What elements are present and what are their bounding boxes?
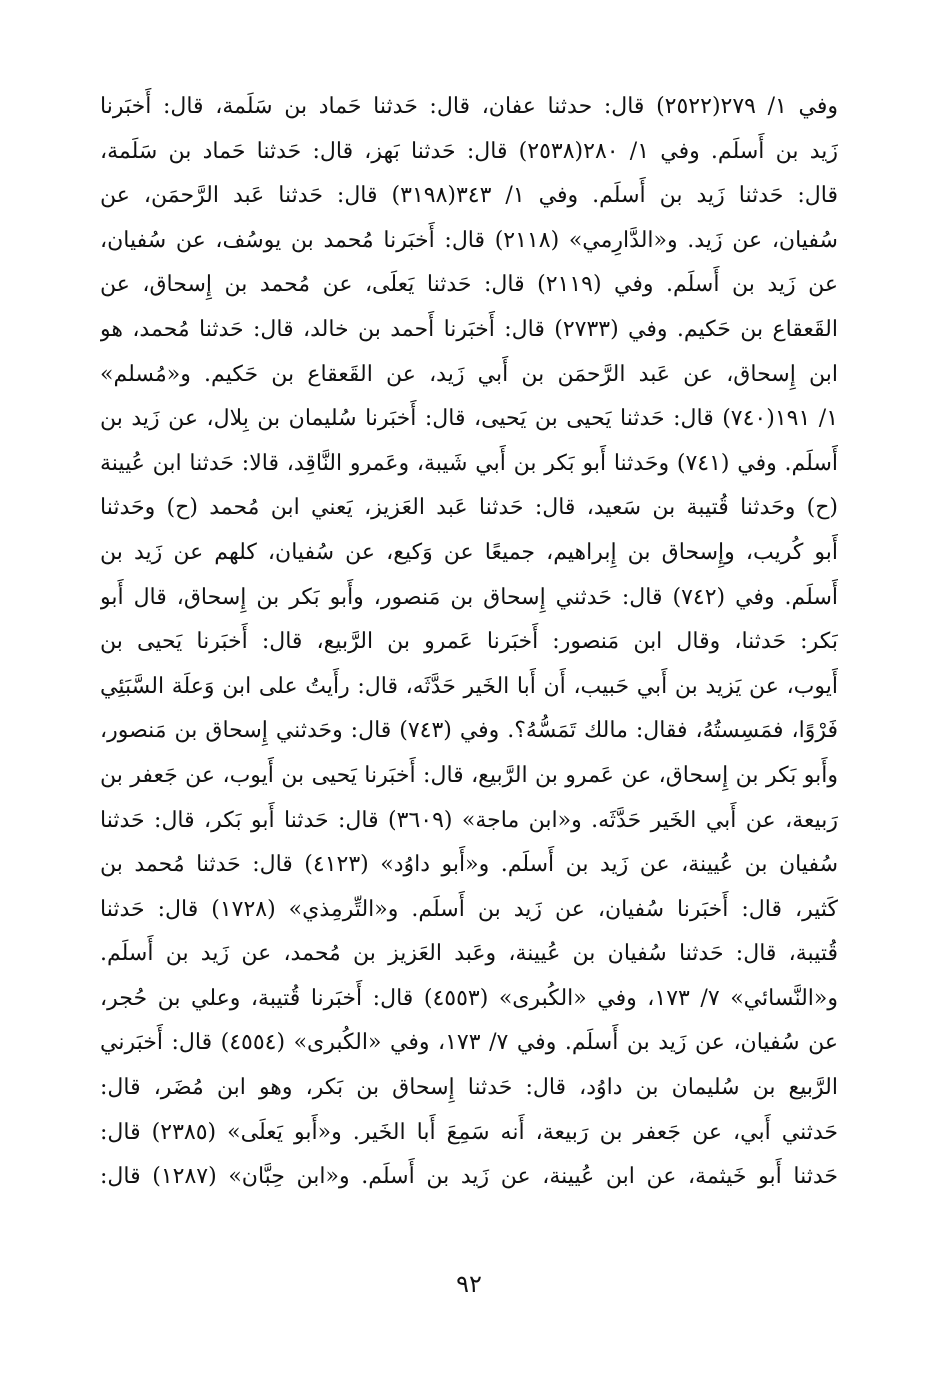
text-line: أَيوب، عن يَزيد بن أَبي حَبيب، أَن أَبا الخَير حَدَّثَه، قال: رأَيتُ على ابن وَعلَة السَّبَئِي bbox=[100, 673, 838, 699]
text-line: الرَّبيع بن سُليمان بن داوُد، قال: حَدثنا إِسحاق بن بَكر، وهو ابن مُضَر، قال: bbox=[100, 1075, 838, 1101]
text-line: (ح) وحَدثنا قُتيبة بن سَعيد، قال: حَدثنا عَبد العَزيز، يَعني ابن مُحمد (ح) وحَدثنا bbox=[100, 495, 838, 521]
text-line: فَرْوًا، فمَسِستُهُ، فقال: مالك تَمَسُّهُ؟. وفي (٧٤٣) قال: وحَدثني إِسحاق بن مَنصور، bbox=[100, 718, 838, 744]
text-line: سُفيان، عن زَيد. و«الدَّارِمي» (٢١١٨) قال: أَخبَرنا مُحمد بن يوسُف، عن سُفيان، bbox=[100, 227, 838, 253]
text-line: أَبو كُريب، وإِسحاق بن إِبراهيم، جميعًا عن وَكيع، عن سُفيان، كلهم عن زَيد بن bbox=[100, 539, 838, 565]
text-line: أَسلَم. وفي (٧٤٢) قال: حَدثني إِسحاق بن مَنصور، وأَبو بَكر بن إِسحاق، قال أَبو bbox=[100, 584, 838, 610]
page-number: ٩٢ bbox=[456, 1270, 482, 1298]
text-line: بَكر: حَدثنا، وقال ابن مَنصور: أَخبَرنا عَمرو بن الرَّبيع، قال: أَخبَرنا يَحيى بن bbox=[100, 629, 838, 655]
text-line: وأَبو بَكر بن إِسحاق، عن عَمرو بن الرَّبيع، قال: أَخبَرنا يَحيى بن أَيوب، عن جَعفر بن bbox=[100, 762, 838, 788]
text-line: قال: حَدثنا زَيد بن أَسلَم. وفي ١/ ٣٤٣(٣١٩٨) قال: حَدثنا عَبد الرَّحمَن، عن bbox=[100, 183, 838, 209]
text-line: كَثير، قال: أَخبَرنا سُفيان، عن زَيد بن أَسلَم. و«التِّرمِذي» (١٧٢٨) قال: حَدثنا bbox=[100, 896, 838, 922]
text-line: أَسلَم. وفي (٧٤١) وحَدثنا أَبو بَكر بن أَبي شَيبة، وعَمرو النَّاقِد، قالا: حَدثنا ابن عُيينة bbox=[100, 450, 838, 476]
text-line: سُفيان بن عُيينة، عن زَيد بن أَسلَم. و«أَبو داوُد» (٤١٢٣) قال: حَدثنا مُحمد بن bbox=[100, 852, 838, 878]
body-text bbox=[100, 85, 838, 1200]
text-line: حَدثنا أَبو خَيثمة، عن ابن عُيينة، عن زَيد بن أَسلَم. و«ابن حِبَّان» (١٢٨٧) قال: bbox=[100, 1164, 838, 1190]
text-line: القَعقاع بن حَكيم. وفي (٢٧٣٣) قال: أَخبَرنا أَحمد بن خالد، قال: حَدثنا مُحمد، هو bbox=[100, 316, 838, 342]
text-line: عن سُفيان، عن زَيد بن أَسلَم. وفي ٧/ ١٧٣، وفي «الكُبرى» (٤٥٥٤) قال: أَخبَرني bbox=[100, 1030, 838, 1056]
text-line: وفي ١/ ٢٧٩(٢٥٢٢) قال: حدثنا عفان، قال: حَدثنا حَماد بن سَلَمة، قال: أَخبَرنا bbox=[100, 94, 838, 119]
text-line: حَدثني أَبي، عن جَعفر بن رَبيعة، أَنه سَمِعَ أَبا الخَير. و«أَبو يَعلَى» (٢٣٨٥) قال: bbox=[100, 1119, 838, 1145]
text-line: ابن إِسحاق، عن عَبد الرَّحمَن بن أَبي زَيد، عن القَعقاع بن حَكيم. و«مُسلم» bbox=[100, 361, 838, 387]
text-line: زَيد بن أَسلَم. وفي ١/ ٢٨٠(٢٥٣٨) قال: حَدثنا بَهز، قال: حَدثنا حَماد بن سَلَمة، bbox=[100, 138, 838, 164]
text-line: قُتيبة، قال: حَدثنا سُفيان بن عُيينة، وعَبد العَزيز بن مُحمد، عن زَيد بن أَسلَم. bbox=[100, 941, 838, 967]
text-line: ١/ ١٩١(٧٤٠) قال: حَدثنا يَحيى بن يَحيى، قال: أَخبَرنا سُليمان بن بِلال، عن زَيد بن bbox=[100, 406, 838, 432]
text-line: رَبيعة، عن أَبي الخَير حَدَّثَه. و«ابن ماجة» (٣٦٠٩) قال: حَدثنا أَبو بَكر، قال: حَدثنا bbox=[100, 807, 838, 833]
text-line: عن زَيد بن أَسلَم. وفي (٢١١٩) قال: حَدثنا يَعلَى، عن مُحمد بن إِسحاق، عن bbox=[100, 272, 838, 298]
text-line: و«النَّسائي» ٧/ ١٧٣، وفي «الكُبرى» (٤٥٥٣) قال: أَخبَرنا قُتيبة، وعلي بن حُجر، bbox=[100, 985, 838, 1011]
